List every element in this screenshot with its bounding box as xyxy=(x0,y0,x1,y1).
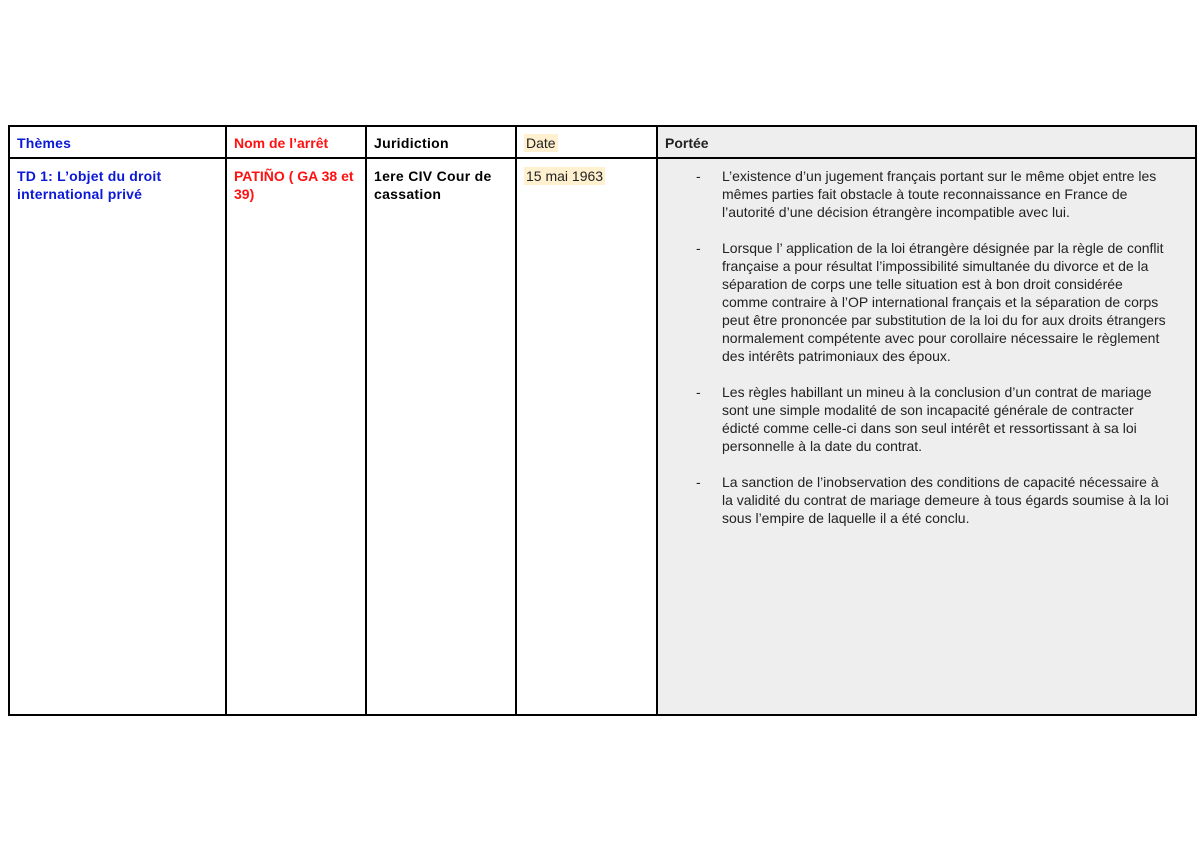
bullet-dash: - xyxy=(696,240,701,256)
list-item xyxy=(692,473,1188,527)
header-nom-arret: Nom de l’arrêt xyxy=(226,126,366,158)
table-row xyxy=(9,158,1196,715)
cell-date xyxy=(516,158,657,715)
bullet-dash: - xyxy=(696,384,701,400)
cell-theme: TD 1: L’objet du droit international privé xyxy=(9,158,226,715)
cell-juridiction: 1ere CIV Cour de cassation xyxy=(366,158,516,715)
header-date: Date xyxy=(526,135,556,151)
list-item xyxy=(692,167,1188,221)
portee-text: Lorsque l’ application de la loi étrangère désignée par la règle de conflit française a pour résultat l’impossibilité simultanée du divorce et de la séparation de corps une telle situation est à bon droit considérée comme contraire à l’OP international français et la séparation de corps peut être prononcée par substitution de la loi du for aux droits étrangers normalement compétente avec pour corollaire nécessaire le règlement des intérêts patrimoniaux des époux. xyxy=(722,240,1166,364)
header-portee: Portée xyxy=(657,126,1196,158)
portee-text: La sanction de l’inobservation des conditions de capacité nécessaire à la validité du contrat de mariage demeure à tous égards soumise à la loi sous l’empire de laquelle il a été conclu. xyxy=(722,474,1169,526)
bullet-dash: - xyxy=(696,474,701,490)
bullet-dash: - xyxy=(696,168,701,184)
cell-portee xyxy=(657,158,1196,715)
jurisprudence-table xyxy=(8,125,1197,716)
list-item xyxy=(692,239,1188,365)
header-juridiction: Juridiction xyxy=(366,126,516,158)
table-header-row xyxy=(9,126,1196,158)
header-date-cell xyxy=(516,126,657,158)
cell-nom-arret: PATIÑO ( GA 38 et 39) xyxy=(226,158,366,715)
date-value: 15 mai 1963 xyxy=(526,168,604,184)
header-themes: Thèmes xyxy=(9,126,226,158)
portee-list xyxy=(665,167,1188,527)
list-item xyxy=(692,383,1188,455)
portee-text: L’existence d’un jugement français portant sur le même objet entre les mêmes parties fait obstacle à toute reconnaissance en France de l’autorité d’une décision étrangère incompatible avec lui. xyxy=(722,168,1157,220)
portee-text: Les règles habillant un mineu à la conclusion d’un contrat de mariage sont une simple modalité de son incapacité générale de contracter édicté comme celle-ci dans son seul intérêt et ressortissant à sa loi personnelle à la date du contrat. xyxy=(722,384,1152,454)
